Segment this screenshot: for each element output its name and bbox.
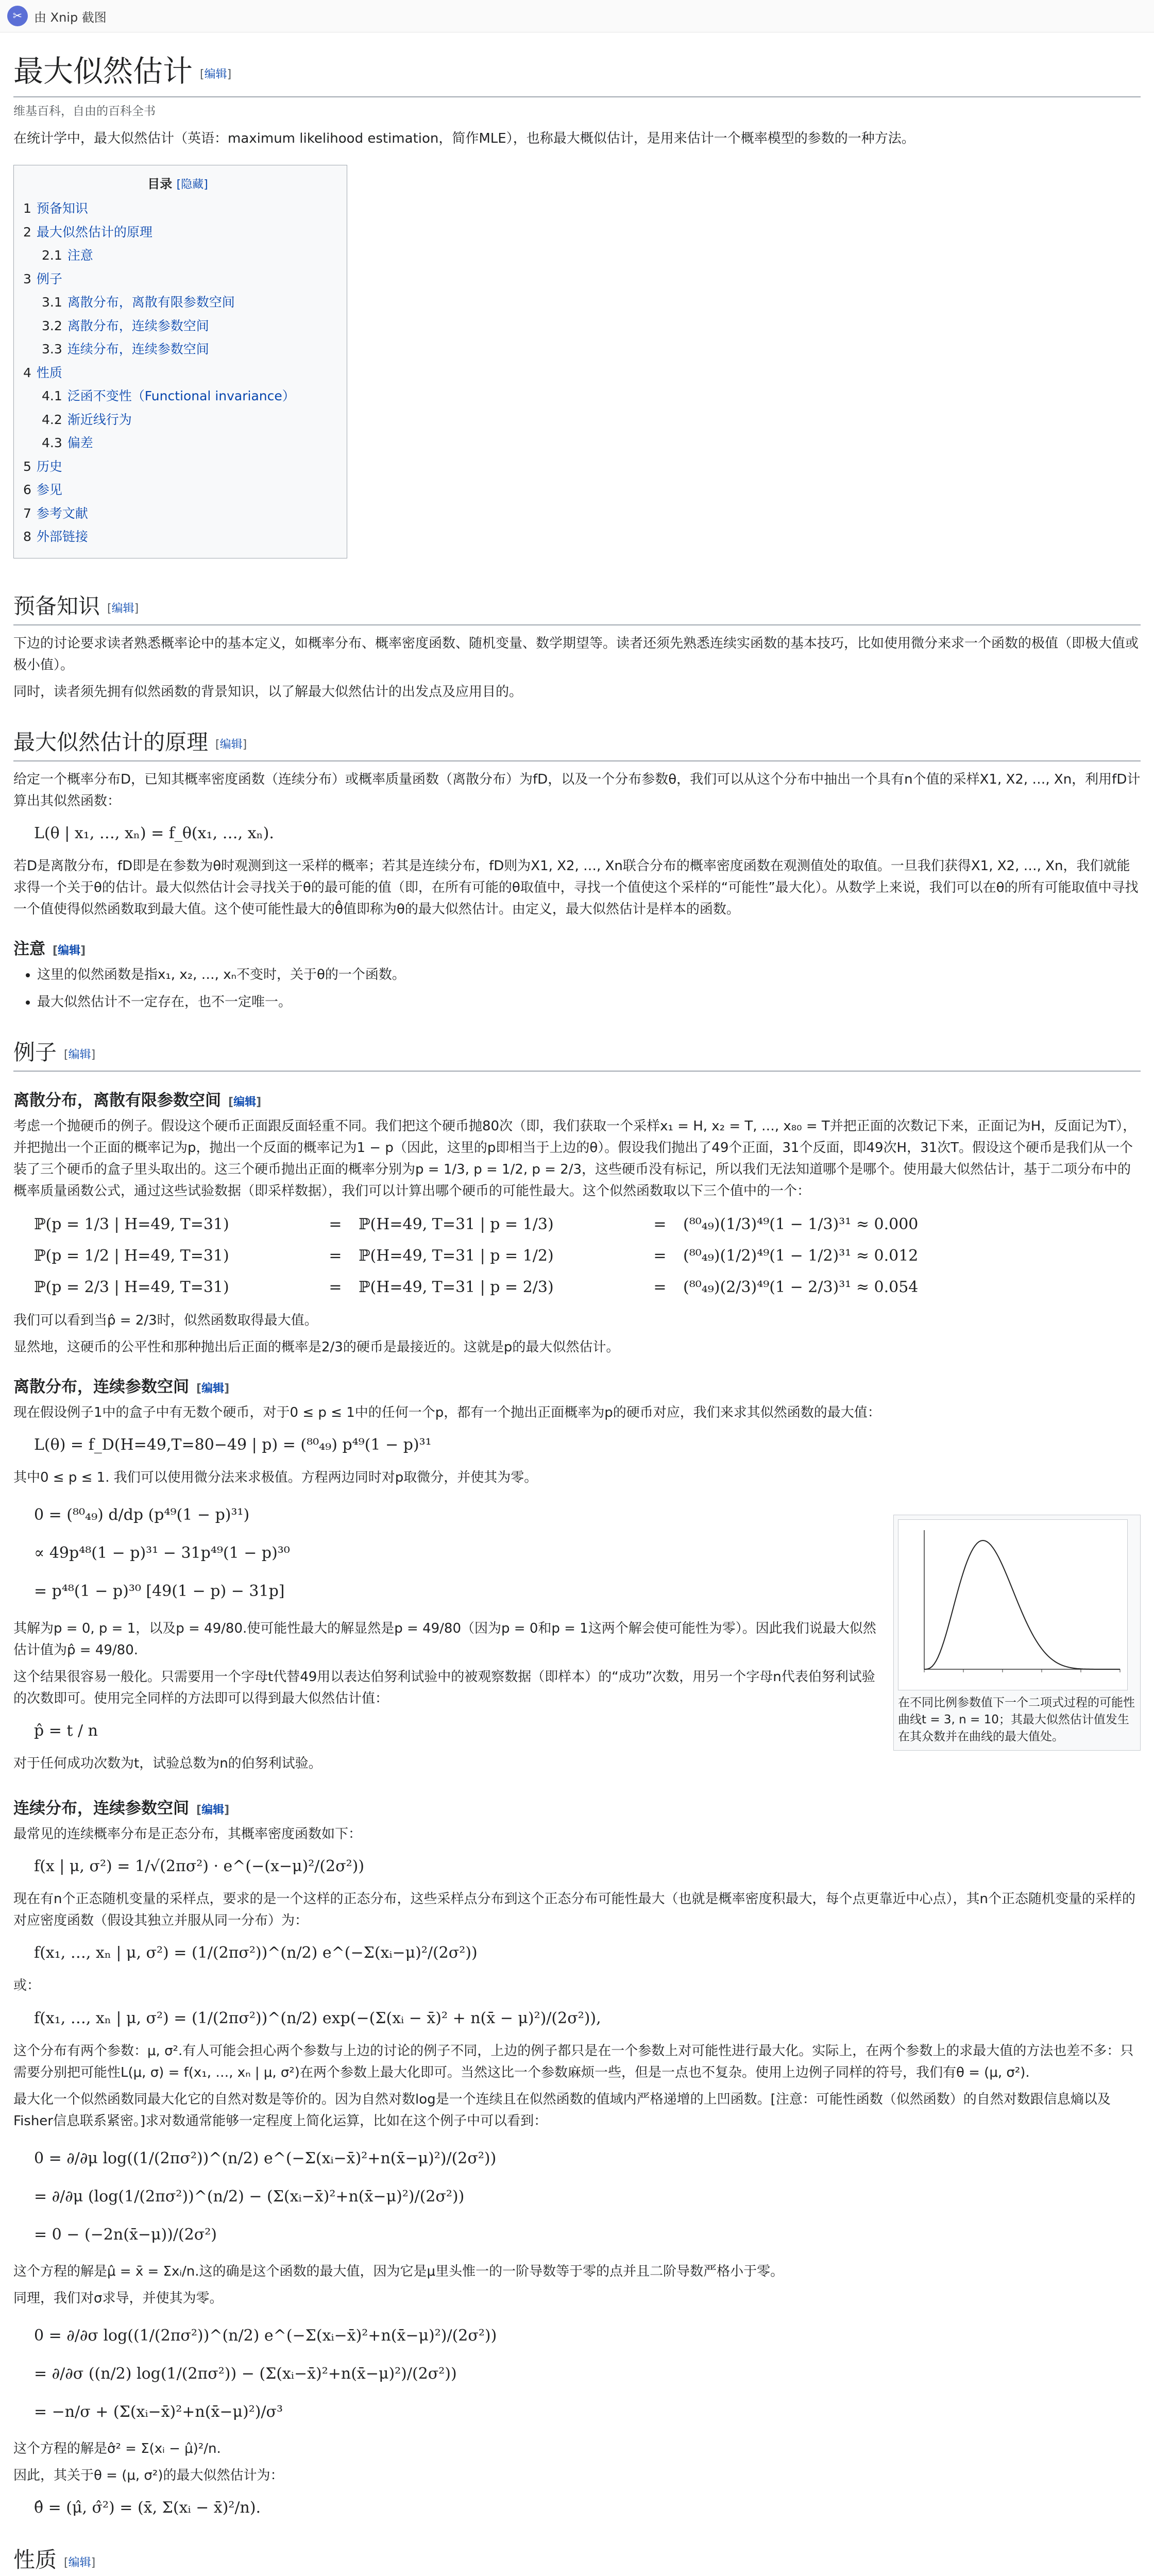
prelim-paragraph-2: 同时，读者须先拥有似然函数的背景知识，以了解最大似然估计的出发点及应用目的。 — [13, 684, 523, 700]
page-subtitle: 维基百科，自由的百科全书 — [13, 105, 156, 118]
table-of-contents — [13, 165, 347, 558]
likelihood-curve — [924, 1540, 1120, 1669]
derivative-steps — [34, 1496, 704, 1611]
toc-item[interactable]: 4.3 偏差 — [42, 435, 93, 451]
screenshot-toolbar — [0, 0, 1154, 32]
section-edit-link[interactable]: [编辑] — [215, 738, 247, 752]
mu-derivative-steps — [34, 2139, 1141, 2253]
title-edit-link[interactable]: [编辑] — [200, 68, 232, 81]
toc-item[interactable]: 5 历史 — [23, 459, 62, 474]
derivative-step: 0 = ∂/∂σ log((1/(2πσ²))^(n/2) e^(−Σ(xᵢ−x̄)²+n(x̄−μ)²)/(2σ²)) — [34, 2326, 497, 2345]
mle-result-paragraph: 因此，其关于θ = (μ, σ²)的最大似然估计为： — [13, 2468, 284, 2484]
section-heading-principle: 最大似然估计的原理 [编辑] — [13, 725, 1141, 761]
solution-paragraph: 其解为p = 0, p = 1，以及p = 49/80.使可能性最大的解显然是p = 49/80（因为p = 0和p = 1这两个解会使可能性为零）。因此我们说最大似然估计值为p̂ = 49/80. — [13, 1620, 876, 1658]
bernoulli-paragraph: 对于任何成功次数为t，试验总数为n的伯努利试验。 — [13, 1756, 322, 1772]
section-edit-link[interactable]: [编辑] — [64, 1048, 96, 1062]
toc-item[interactable]: 6 参见 — [23, 482, 62, 498]
log-paragraph: 最大化一个似然函数同最大化它的自然对数是等价的。因为自然对数log是一个连续且在似然函数的值域内严格递增的上凹函数。[注意：可能性函数（似然函数）的自然对数跟信息熵以及Fisher信息联系紧密。]求对数通常能够一定程度上简化运算，比如在这个例子中可以看到： — [13, 2091, 1111, 2129]
p-hat-equation: p̂ = t / n — [34, 1722, 98, 1740]
toc-item[interactable]: 3.2 离散分布，连续参数空间 — [42, 318, 209, 333]
section-edit-link[interactable]: [编辑] — [196, 1382, 230, 1396]
principle-paragraph-2: 若D是离散分布，fD即是在参数为θ时观测到这一采样的概率；若其是连续分布，fD则为X1, X2, …, Xn联合分布的概率密度函数在观测值处的取值。一旦我们获得X1, X2, …, Xn，我们就能求得一个关于θ的估计。最大似然估计会寻找关于θ的最可能的值（即，在所有可能的θ取值中，寻找一个值使这个采样的“可能性”最大化）。从数学上来说，我们可以在θ的所有可能取值中寻找一个值使得似然函数取到最大值。这个使可能性最大的θ̂值即称为θ的最大似然估计。由定义，最大似然估计是样本的函数。 — [13, 858, 1139, 918]
derivative-step: = ∂/∂σ ((n/2) log(1/(2πσ²)) − (Σ(xᵢ−x̄)²+n(x̄−μ)²)/(2σ²)) — [34, 2364, 457, 2383]
section-edit-link[interactable]: [编辑] — [107, 602, 139, 616]
intro-paragraph: 在统计学中，最大似然估计（英语：maximum likelihood estimation，简作MLE），也称最大概似估计，是用来估计一个概率模型的参数的一种方法。 — [13, 131, 915, 146]
sigma-derivative-steps — [34, 2316, 1141, 2431]
note-list — [13, 964, 1141, 1012]
derivative-step: ∝ 49p⁴⁸(1 − p)³¹ − 31p⁴⁹(1 − p)³⁰ — [34, 1544, 290, 1563]
figure-caption: 在不同比例参数值下一个二项式过程的可能性曲线t = 3, n = 10；其最大似然估计值发生在其众数并在曲线的最大值处。 — [898, 1696, 1135, 1744]
toc-title: 目录 [隐藏] — [147, 177, 208, 192]
section-heading-example: 例子 [编辑] — [13, 1036, 1141, 1072]
derivative-step: 0 = ∂/∂μ log((1/(2πσ²))^(n/2) e^(−Σ(xᵢ−x̄)²+n(x̄−μ)²)/(2σ²)) — [34, 2149, 497, 2167]
sigma-solution-paragraph: 这个方程的解是σ̂² = Σ(xᵢ − μ̂)²/n. — [13, 2441, 221, 2457]
page-title: 最大似然估计 [编辑] — [13, 47, 1141, 97]
toc-item[interactable]: 1 预备知识 — [23, 201, 88, 216]
coin-equations — [13, 1215, 1141, 1296]
toolbar-title: 由 Xnip 截图 — [34, 10, 107, 25]
section-edit-link[interactable]: [编辑] — [53, 944, 86, 958]
coin-equation-row: ℙ(p = 1/2 | H=49, T=31) = ℙ(H=49, T=31 | p = 1/2) = (⁸⁰₄₉)(1/2)⁴⁹(1 − 1/2)³¹ ≈ 0.012 — [34, 1247, 919, 1265]
list-item: • 最大似然估计不一定存在，也不一定唯一。 — [37, 991, 1141, 1013]
likelihood-p-equation: L(θ) = f_D(H=49,T=80−49 | p) = (⁸⁰₄₉) p⁴⁹(1 − p)³¹ — [34, 1436, 432, 1454]
toc-item[interactable]: 4 性质 — [23, 365, 62, 380]
section-heading-properties: 性质 [编辑] — [13, 2543, 1141, 2576]
toc-item[interactable]: 8 外部链接 — [23, 529, 88, 545]
toc-item[interactable]: 4.1 泛函不变性（Functional invariance） — [42, 388, 295, 404]
coin-equation-row: ℙ(p = 2/3 | H=49, T=31) = ℙ(H=49, T=31 | p = 2/3) = (⁸⁰₄₉)(2/3)⁴⁹(1 − 2/3)³¹ ≈ 0.054 — [34, 1278, 919, 1297]
normal-paragraph: 最常见的连续概率分布是正态分布，其概率密度函数如下： — [13, 1826, 362, 1842]
section-edit-link[interactable]: [编辑] — [196, 1804, 230, 1817]
two-params-paragraph: 这个分布有两个参数：μ, σ².有人可能会担心两个参数与上边的讨论的例子不同，上边的例子都只是在一个参数上对可能性进行最大化。实际上，在两个参数上的求最大值的方法也差不多：只需要分别把可能性L(μ, σ) = f(x₁, …, xₙ | μ, σ²)在两个参数上最大化即可。当然这比一个参数麻烦一些，但是一点也不复杂。使用上边例子同样的符号，我们有θ = (μ, σ²). — [13, 2043, 1134, 2080]
principle-paragraph-1: 给定一个概率分布D，已知其概率密度函数（连续分布）或概率质量函数（离散分布）为fD，以及一个分布参数θ，我们可以从这个分布中抽出一个具有n个值的采样X1, X2, …, Xn，利用fD计算出其似然函数： — [13, 771, 1141, 809]
likelihood-equation: L(θ | x₁, …, xₙ) = f_θ(x₁, …, xₙ). — [34, 824, 274, 843]
toc-item[interactable]: 2 最大似然估计的原理 — [23, 224, 152, 240]
derivative-paragraph: 其中0 ≤ p ≤ 1. 我们可以使用微分法来求极值。方程两边同时对p取微分，并使其为零。 — [13, 1470, 538, 1486]
section-heading-prelim: 预备知识 [编辑] — [13, 589, 1141, 625]
infinite-coins-paragraph: 现在假设例子1中的盒子中有无数个硬币，对于0 ≤ p ≤ 1中的任何一个p，都有一个抛出正面概率为p的硬币对应，我们来求其似然函数的最大值： — [13, 1405, 881, 1421]
normal-pdf-equation: f(x | μ, σ²) = 1/√(2πσ²) · e^(−(x−μ)²/(2σ²)) — [34, 1857, 365, 1876]
derivative-step: = ∂/∂μ (log(1/(2πσ²))^(n/2) − (Σ(xᵢ−x̄)²+n(x̄−μ)²)/(2σ²)) — [34, 2187, 465, 2206]
toc-item[interactable]: 3 例子 — [23, 271, 62, 286]
coin-paragraph: 考虑一个抛硬币的例子。假设这个硬币正面跟反面轻重不同。我们把这个硬币抛80次（即，我们获取一个采样x₁ = H, x₂ = T, …, x₈₀ = T并把正面的次数记下来，正面记为H，反面记为T），并把抛出一个正面的概率记为p，抛出一个反面的概率记为1 − p（因此，这里的p即相当于上边的θ）。假设我们抛出了49个正面，31个反面，即49次H，31次T。假设这个硬币是我们从一个装了三个硬币的盒子里头取出的。这三个硬币抛出正面的概率分别为p = 1/3, p = 1/2, p = 2/3，这些硬币没有标记，所以我们无法知道哪个是哪个。使用最大似然估计，基于二项分布中的概率质量函数公式，通过这些试验数据（即采样数据），我们可以计算出哪个硬币的可能性最大。这个似然函数取以下三个值中的一个： — [13, 1118, 1136, 1199]
subsection-heading-discrete-finite: 离散分布，离散有限参数空间 [编辑] — [13, 1091, 262, 1110]
prelim-paragraph-1: 下边的讨论要求读者熟悉概率论中的基本定义，如概率分布、概率密度函数、随机变量、数学期望等。读者还须先熟悉连续实函数的基本技巧，比如使用微分来求一个函数的极值（即极大值或极小值）。 — [13, 635, 1139, 673]
joint-density-equation-2: f(x₁, …, xₙ | μ, σ²) = (1/(2πσ²))^(n/2) exp(−(Σ(xᵢ − x̄)² + n(x̄ − μ)²)/(2σ²)), — [34, 2009, 601, 2027]
toc-hide-link[interactable]: [隐藏] — [176, 178, 208, 192]
section-edit-link[interactable]: [编辑] — [228, 1095, 262, 1109]
toc-item[interactable]: 3.3 连续分布，连续参数空间 — [42, 342, 209, 357]
toc-item[interactable]: 2.1 注意 — [42, 248, 93, 263]
coin-equation-row: ℙ(p = 1/3 | H=49, T=31) = ℙ(H=49, T=31 | p = 1/3) = (⁸⁰₄₉)(1/3)⁴⁹(1 − 1/3)³¹ ≈ 0.000 — [34, 1215, 919, 1234]
toc-item[interactable]: 4.2 渐近线行为 — [42, 412, 132, 427]
generalization-paragraph: 这个结果很容易一般化。只需要用一个字母t代替49用以表达伯努利试验中的被观察数据（即样本）的“成功”次数，用另一个字母n代表伯努利试验的次数即可。使用完全同样的方法即可以得到最大似然估计值： — [13, 1669, 875, 1706]
article — [0, 32, 1154, 2576]
derivative-step: = 0 − (−2n(x̄−μ))/(2σ²) — [34, 2225, 217, 2244]
toc-item[interactable]: 7 参考文献 — [23, 505, 88, 521]
coin-result-1: 我们可以看到当p̂ = 2/3时，似然函数取得最大值。 — [13, 1313, 318, 1329]
toc-item[interactable]: 3.1 离散分布，离散有限参数空间 — [42, 295, 235, 310]
toc-list — [23, 197, 332, 549]
likelihood-figure — [893, 1515, 1141, 1751]
joint-density-equation: f(x₁, …, xₙ | μ, σ²) = (1/(2πσ²))^(n/2) e^(−Σ(xᵢ−μ)²/(2σ²)) — [34, 1944, 478, 1962]
derivative-step: = −n/σ + (Σ(xᵢ−x̄)²+n(x̄−μ)²)/σ³ — [34, 2402, 283, 2421]
subsection-heading-note: 注意 [编辑] — [13, 940, 86, 959]
or-text: 或： — [13, 1978, 41, 1994]
coin-result-2: 显然地，这硬币的公平性和那种抛出后正面的概率是2/3的硬币是最接近的。这就是p的最大似然估计。 — [13, 1340, 620, 1355]
list-item: • 这里的似然函数是指x₁, x₂, …, xₙ不变时，关于θ的一个函数。 — [37, 964, 1141, 986]
subsection-heading-continuous: 连续分布，连续参数空间 [编辑] — [13, 1799, 230, 1818]
likelihood-curve-plot — [898, 1519, 1128, 1690]
derivative-step: = p⁴⁸(1 − p)³⁰ [49(1 − p) − 31p] — [34, 1582, 285, 1601]
xnip-logo-icon: ✂ — [7, 6, 28, 26]
section-edit-link[interactable]: [编辑] — [64, 2556, 96, 2569]
derivative-step: 0 = (⁸⁰₄₉) d/dp (p⁴⁹(1 − p)³¹) — [34, 1506, 250, 1524]
theta-hat-equation: θ̂ = (μ̂, σ̂²) = (x̄, Σ(xᵢ − x̄)²/n). — [34, 2499, 261, 2517]
subsection-heading-discrete-continuous: 离散分布，连续参数空间 [编辑] — [13, 1378, 230, 1397]
mu-solution-paragraph: 这个方程的解是μ̂ = x̄ = Σxᵢ/n.这的确是这个函数的最大值，因为它是μ里头惟一的一阶导数等于零的点并且二阶导数严格小于零。 — [13, 2264, 784, 2279]
sample-paragraph: 现在有n个正态随机变量的采样点，要求的是一个这样的正态分布，这些采样点分布到这个正态分布可能性最大（也就是概率密度积最大，每个点更靠近中心点），其n个正态随机变量的采样的对应密度函数（假设其独立并服从同一分布）为： — [13, 1891, 1135, 1929]
sigma-intro-paragraph: 同理，我们对σ求导，并使其为零。 — [13, 2291, 223, 2307]
